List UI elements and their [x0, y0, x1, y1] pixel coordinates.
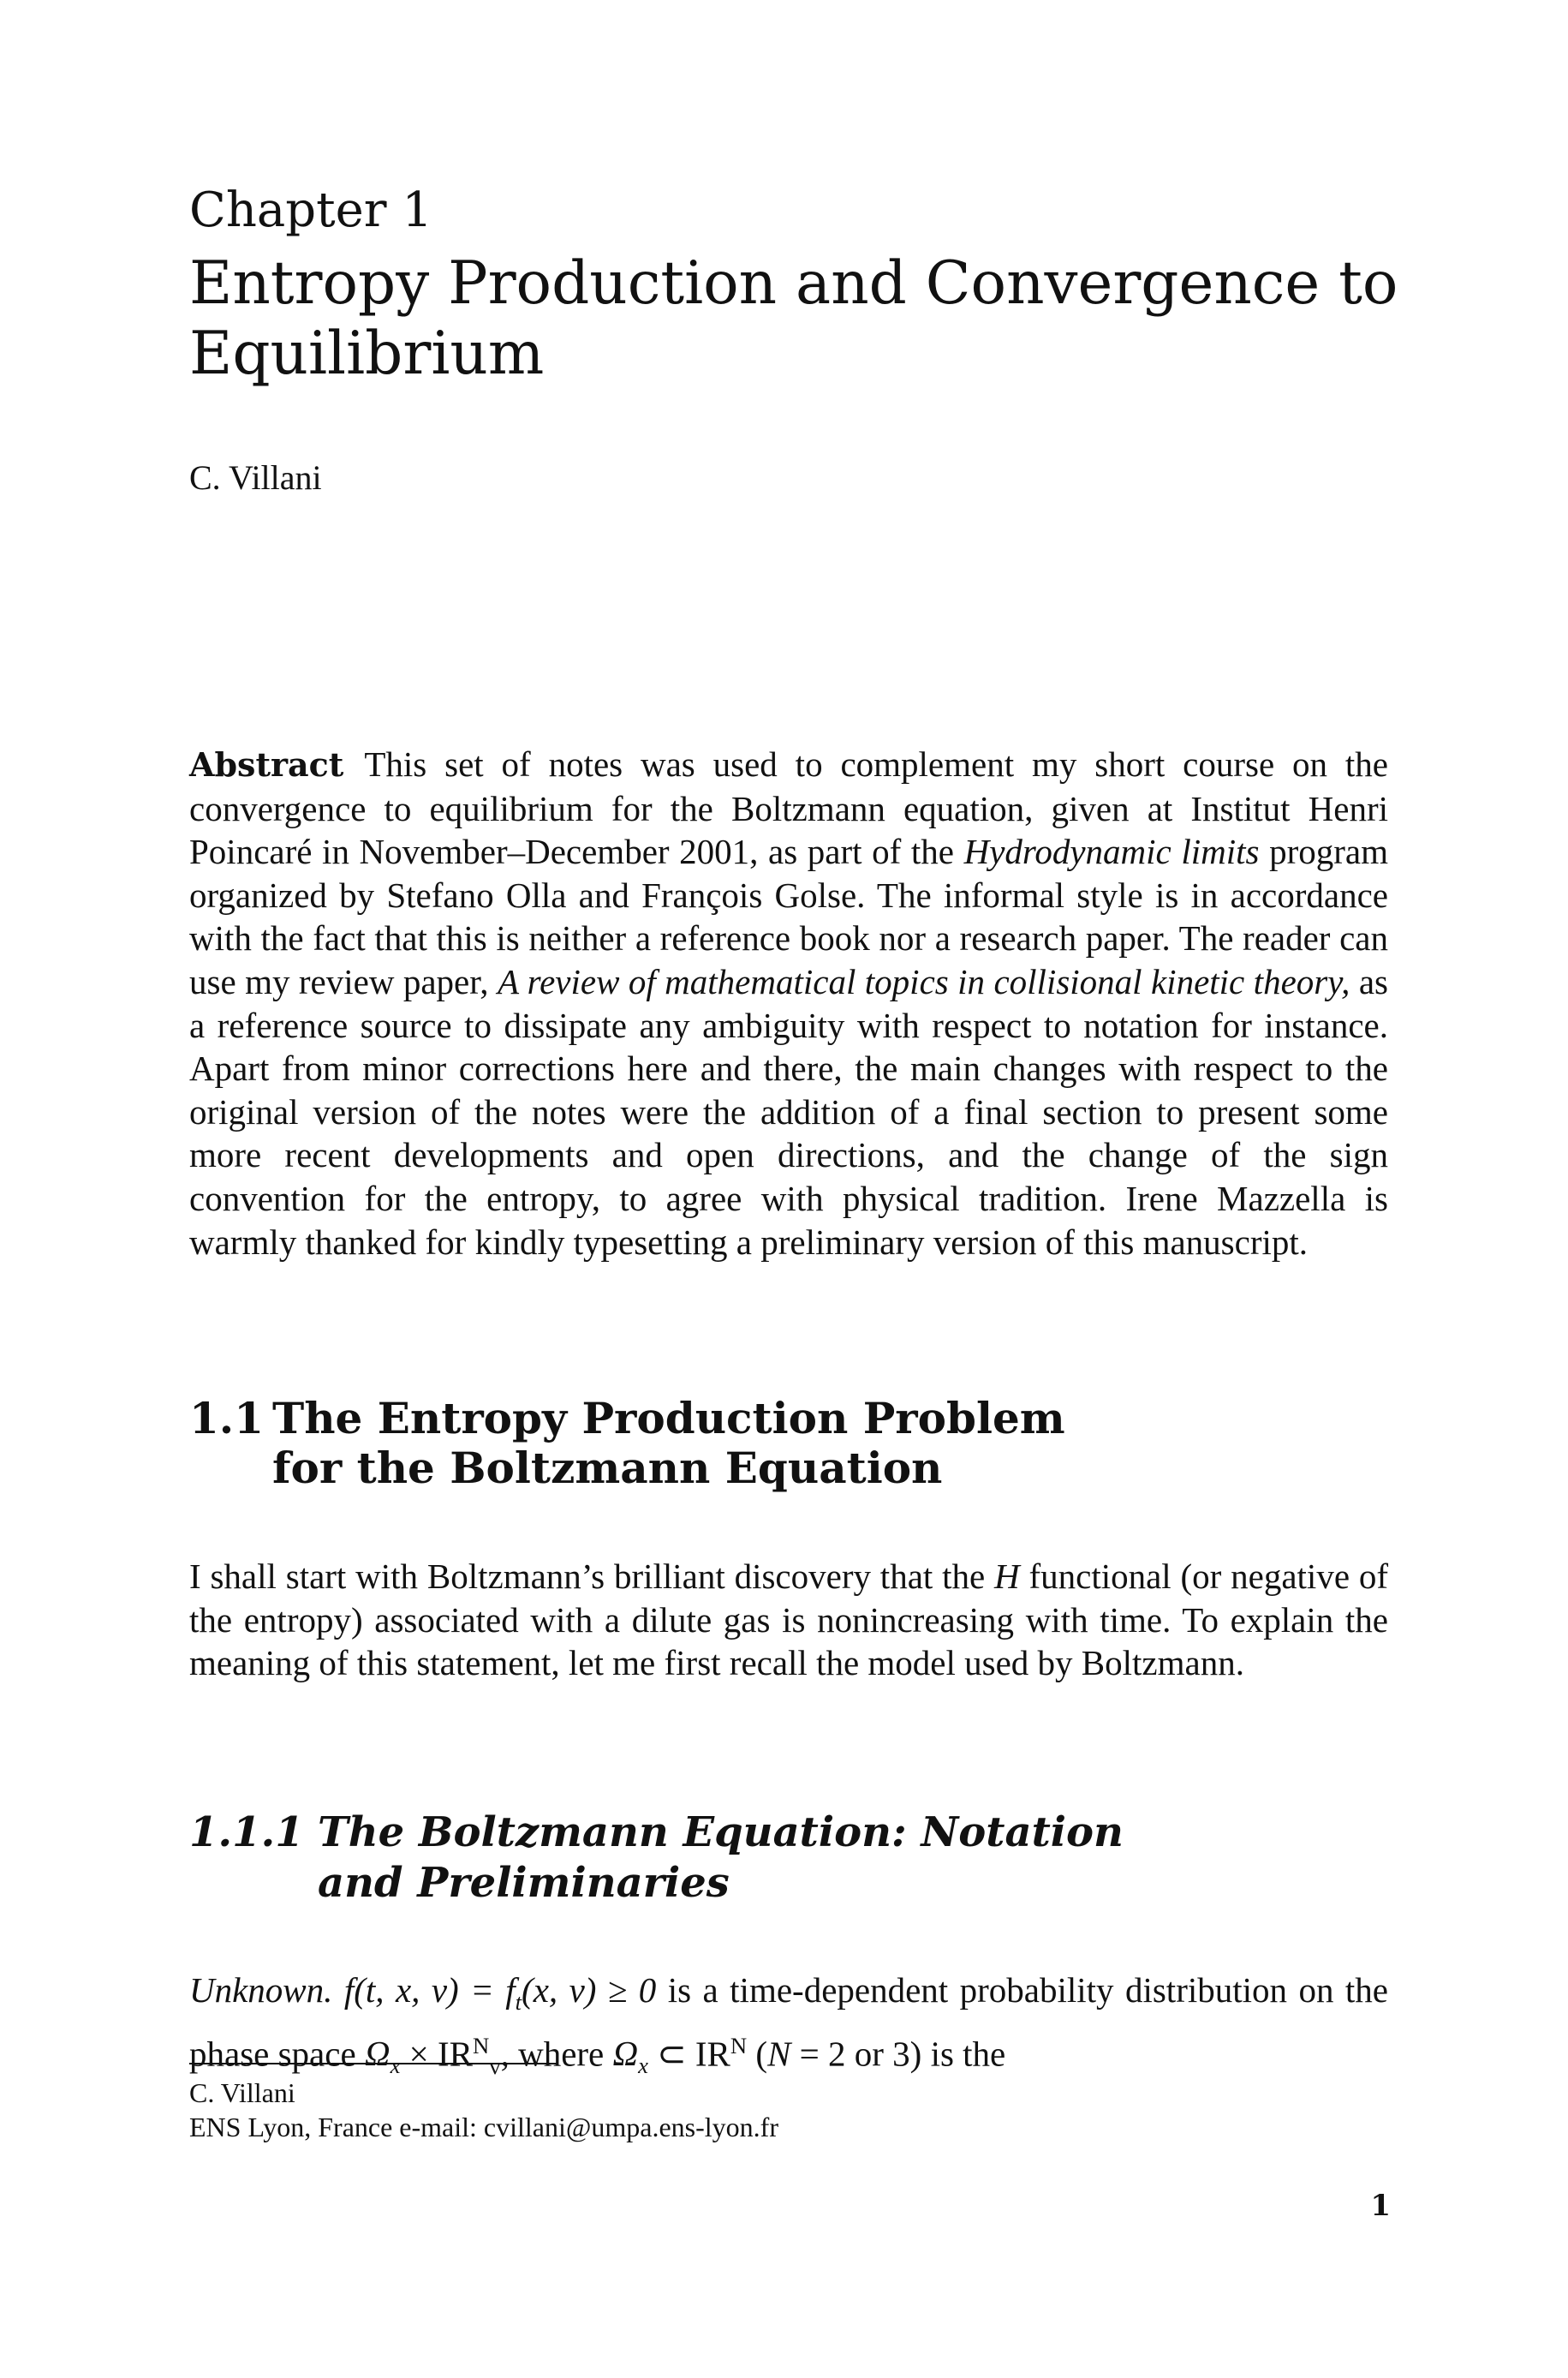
footnote-rule	[189, 2063, 557, 2064]
page-number: 1	[1370, 2189, 1391, 2223]
subsection-title: The Boltzmann Equation: Notation and Preliminaries	[318, 1808, 1124, 1907]
intro-text-1: I shall start with Boltzmann’s brilliant discovery that the	[189, 1556, 995, 1596]
chapter-label: Chapter 1	[189, 182, 432, 238]
formula-phase-space: $\Omega_x$	[364, 2034, 401, 2079]
abstract-text-1: This set of notes was used to complement my short course on the convergence to equilibrium for the Boltzmann equation, given at Institut Henri Poincaré in November–December 2001, as part of the	[189, 744, 1388, 872]
unknown-lead: Unknown.	[189, 1970, 333, 2010]
abstract-text-3: as a reference source to dissipate any ambiguity with respect to notation for instance. Apart from minor corrections here and there, the main changes with respect to the original version of the notes were the addition of a final section to present some more recent developments and open directions, and the change of the sign convention for the entropy, to agree with physical tradition. Irene Mazzella is warmly thanked for kindly typesetting a preliminary version of this manuscript.	[189, 961, 1388, 1262]
author: C. Villani	[189, 458, 322, 497]
formula-domain: $\Omega_x$	[612, 2034, 648, 2079]
unknown-paragraph: Unknown. f(t, x, $v) = f_t(x$, v) ≥ 0 is a time-dependent probability distribution on the phase space $\Omega_x \times IR^N_v$, where $\Omega_x$ ⊂ $IR^N$ (N = 2 or 3) is the	[189, 1970, 1388, 2079]
real-symbol: IR	[438, 2034, 474, 2074]
section-number: 1.1	[189, 1393, 264, 1443]
unknown-text-1: is a time-dependent probability distribution on the phase space	[189, 1970, 1388, 2074]
intro-paragraph	[189, 1555, 1388, 1685]
chapter-title: Entropy Production and Convergence to Equilibrium	[189, 249, 1398, 388]
abstract-text-2: program organized by Stefano Olla and François Golse. The informal style is in accordance with the fact that this is neither a reference book nor a research paper. The reader can use my review paper,	[189, 832, 1389, 1001]
abstract	[189, 743, 1388, 1264]
subsection-heading	[189, 1807, 1131, 1909]
section-title: The Entropy Production Problem for the Boltzmann Equation	[272, 1393, 1065, 1493]
abstract-italic-2: A review of mathematical topics in collisional kinetic theory,	[497, 961, 1350, 1001]
unknown-text-2: , where	[500, 2034, 613, 2074]
section-heading	[189, 1394, 1131, 1493]
intro-text-2: functional (or negative of the entropy) associated with a dilute gas is nonincreasing with time. To explain the meaning of this statement, let me first recall the model used by Boltzmann.	[189, 1556, 1388, 1683]
abstract-lead: Abstract	[189, 745, 344, 784]
abstract-italic-1: Hydrodynamic limits	[963, 832, 1260, 872]
unknown-text-3: is the	[921, 2034, 1006, 2074]
footnote-name: C. Villani	[189, 2077, 295, 2108]
footnote	[189, 2076, 778, 2144]
subsection-number: 1.1.1	[189, 1808, 304, 1856]
formula-f: f(t, x, $v) = f_t(x$, v) ≥ 0	[343, 1970, 657, 2016]
intro-italic: H	[994, 1556, 1020, 1596]
footnote-affiliation: ENS Lyon, France e-mail: cvillani@umpa.ens-lyon.fr	[189, 2112, 778, 2142]
